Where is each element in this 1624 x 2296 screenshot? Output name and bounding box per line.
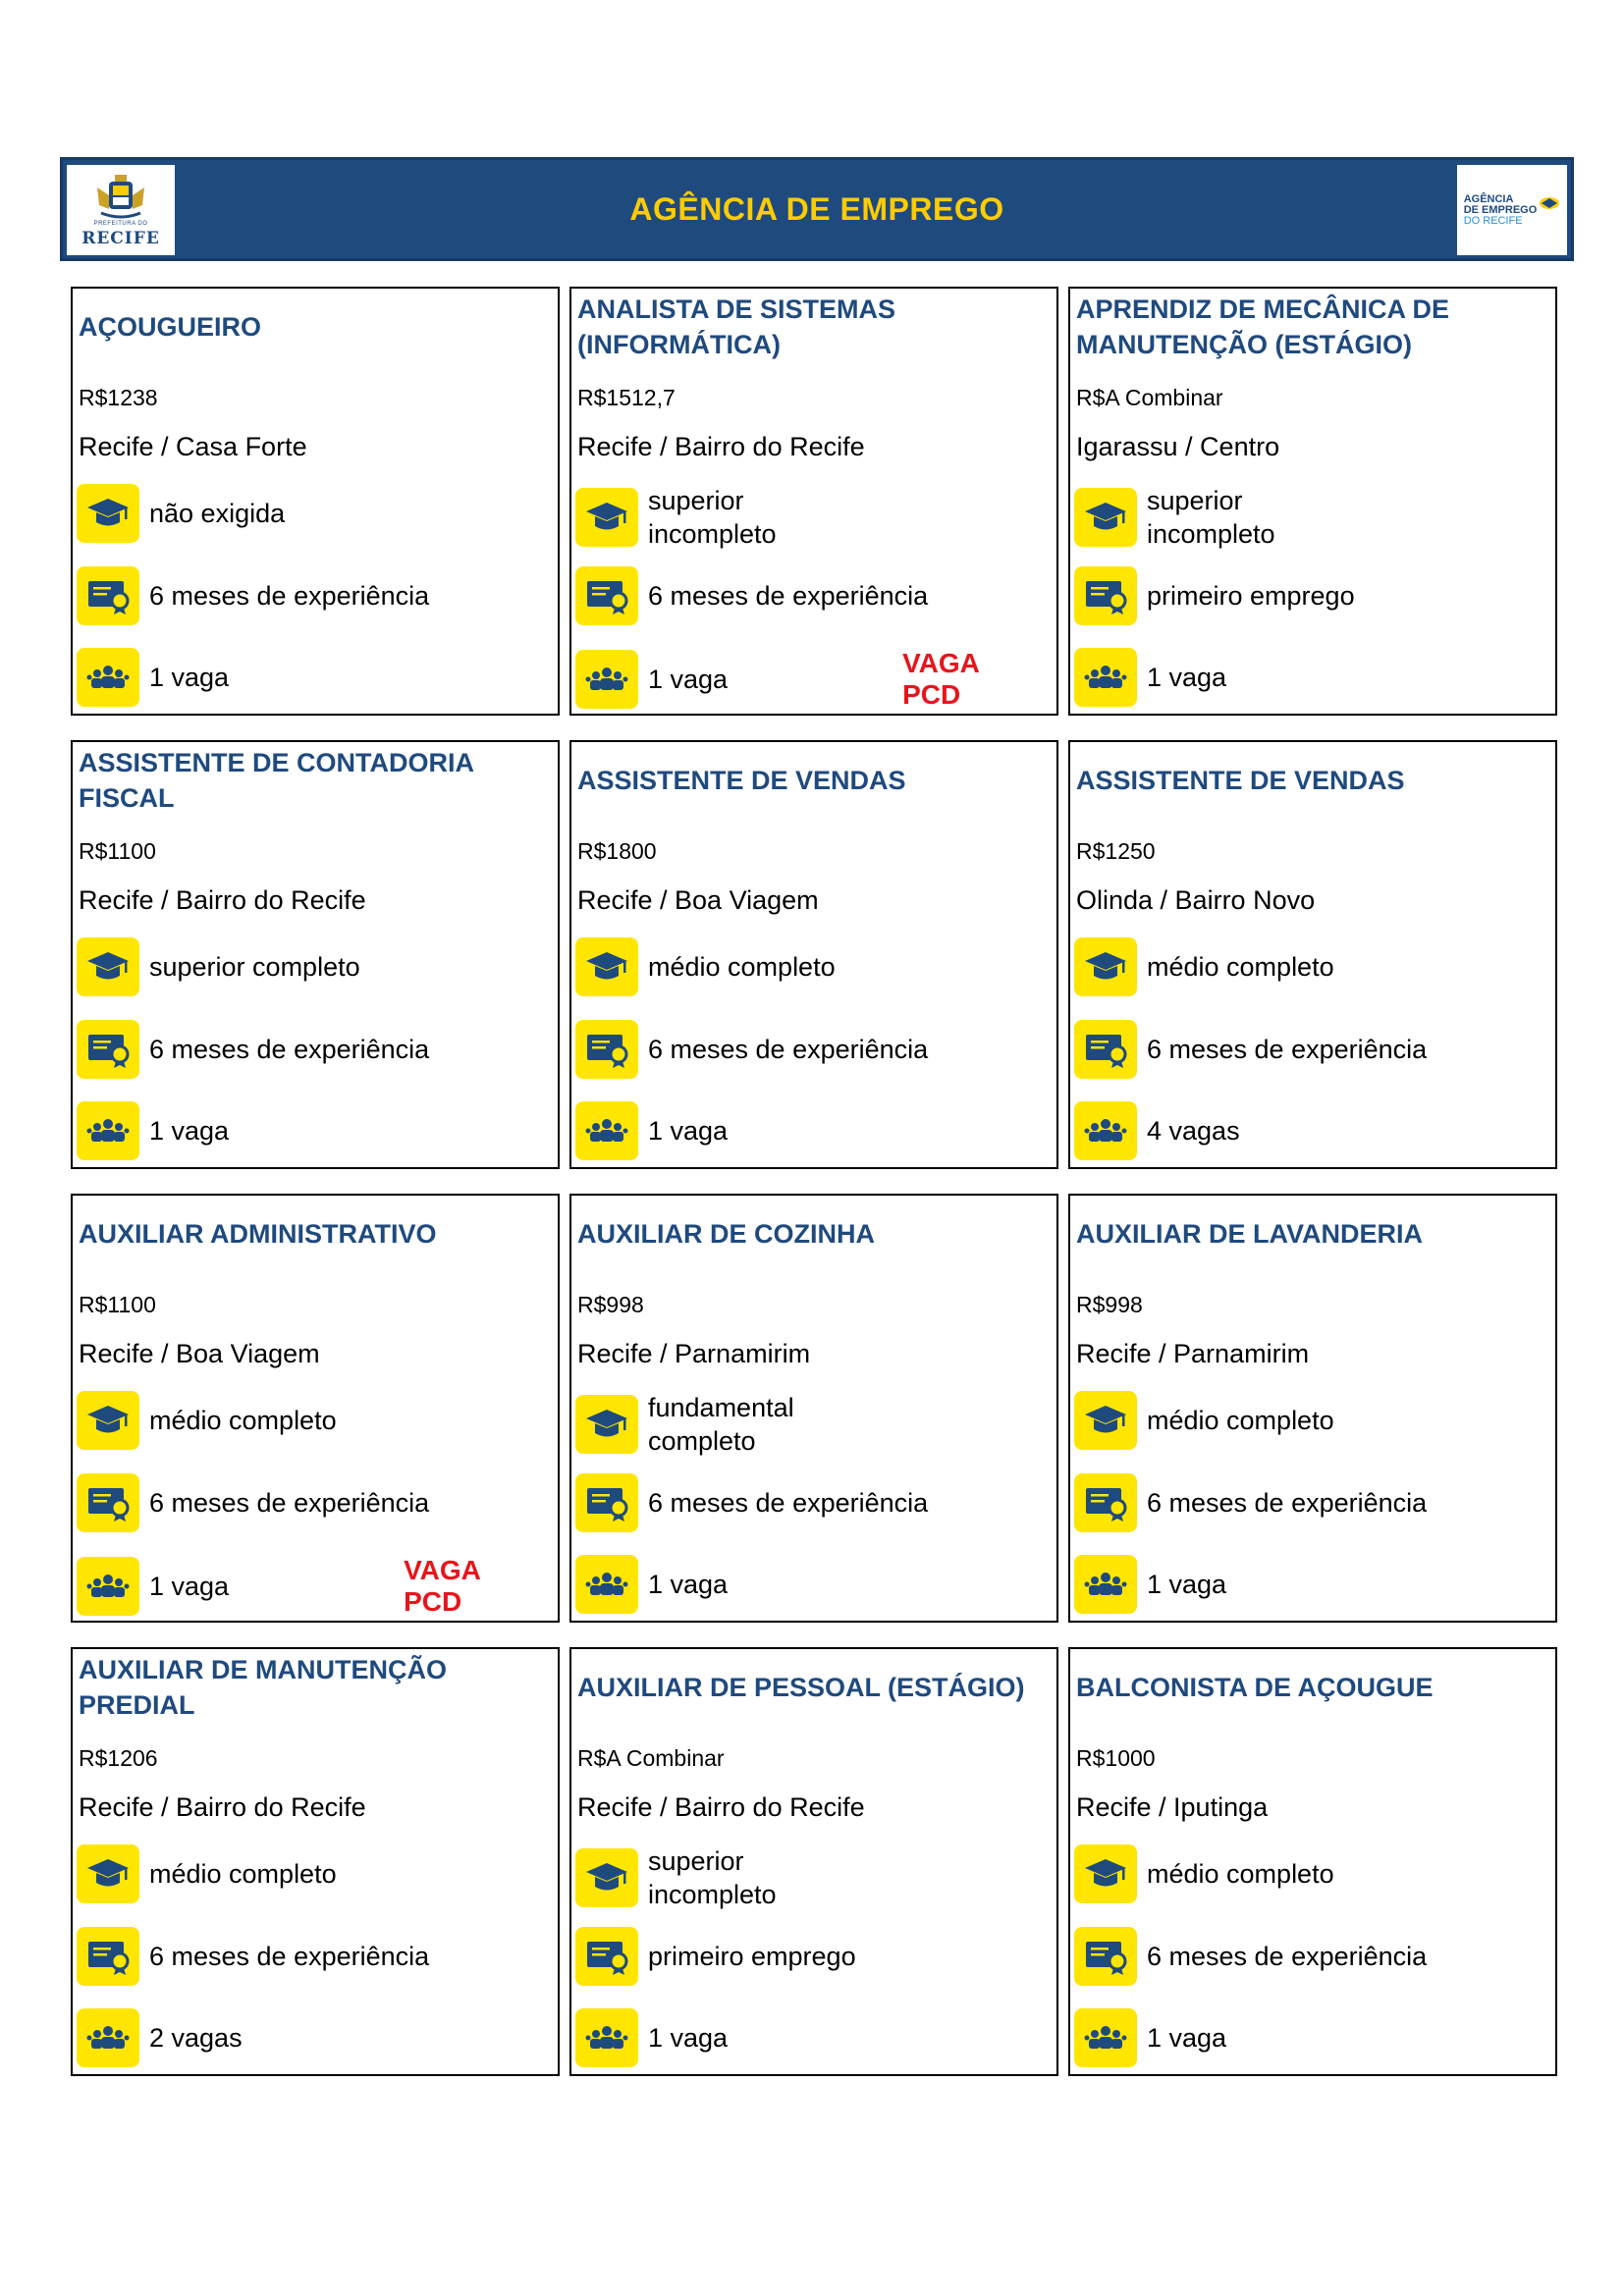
vacancy-count: 1 vaga [1147, 1570, 1227, 1599]
experience-requirement: 6 meses de experiência [648, 1488, 929, 1518]
certificate-icon [1074, 1473, 1137, 1532]
graduation-cap-icon [77, 1391, 139, 1450]
people-icon [77, 648, 139, 707]
graduation-cap-icon [575, 488, 638, 547]
certificate-icon [575, 1927, 638, 1986]
vacancies-row [77, 2008, 552, 2067]
job-card [71, 740, 560, 1169]
job-card [569, 740, 1058, 1169]
page-header [60, 157, 1574, 261]
job-salary: R$998 [577, 1292, 644, 1317]
vacancy-count: 1 vaga [648, 1570, 729, 1599]
graduation-cap-icon [1074, 1844, 1137, 1903]
graduation-cap-icon [1074, 1391, 1137, 1450]
certificate-icon [77, 1927, 139, 1986]
job-salary: R$A Combinar [577, 1745, 725, 1771]
job-salary: R$998 [1076, 1292, 1143, 1317]
experience-requirement: 6 meses de experiência [1147, 1488, 1428, 1518]
education-row [77, 937, 552, 996]
vacancies-row [77, 1555, 552, 1618]
pcd-badge: VAGA PCD [404, 1555, 480, 1617]
education-requirement: médio completo [1147, 1859, 1334, 1889]
education-requirement: médio completo [149, 1859, 337, 1889]
education-row [575, 937, 1051, 996]
job-salary: R$1512,7 [577, 385, 676, 410]
job-card [1068, 1194, 1557, 1623]
experience-row [77, 1473, 552, 1532]
job-location: Recife / Bairro do Recife [79, 1792, 366, 1822]
people-icon [1074, 1101, 1137, 1160]
vacancy-count: 1 vaga [1147, 2023, 1227, 2053]
job-card [569, 1194, 1058, 1623]
experience-row [575, 566, 1051, 625]
experience-requirement: 6 meses de experiência [149, 1942, 430, 1971]
job-location: Recife / Bairro do Recife [79, 885, 366, 915]
certificate-icon [1074, 1020, 1137, 1079]
education-row [77, 484, 552, 543]
certificate-icon [77, 1020, 139, 1079]
job-location: Recife / Iputinga [1076, 1792, 1269, 1822]
education-row [575, 1391, 1051, 1458]
experience-row [1074, 1473, 1549, 1532]
certificate-icon [1074, 1927, 1137, 1986]
job-title: APRENDIZ DE MECÂNICA DE MANUTENÇÃO (ESTÁGIO) [1076, 294, 1450, 359]
vacancy-count: 1 vaga [149, 1572, 230, 1601]
agency-logo-line2: DE EMPREGO [1463, 203, 1538, 216]
vacancies-row [1074, 648, 1549, 707]
vacancies-row [1074, 1555, 1549, 1614]
agency-logo-line1: AGÊNCIA [1463, 192, 1514, 205]
education-row [1074, 484, 1549, 551]
job-title: ASSISTENTE DE VENDAS [577, 766, 906, 795]
education-requirement: médio completo [648, 952, 836, 982]
graduation-cap-icon [575, 1395, 638, 1454]
job-title: BALCONISTA DE AÇOUGUE [1076, 1673, 1434, 1702]
education-requirement: superior completo [149, 952, 360, 982]
job-location: Recife / Parnamirim [577, 1339, 811, 1368]
job-title: AUXILIAR ADMINISTRATIVO [79, 1219, 437, 1249]
experience-row [575, 1927, 1051, 1986]
vacancy-count: 1 vaga [1147, 663, 1227, 692]
job-card [569, 287, 1058, 716]
certificate-icon [77, 566, 139, 625]
graduation-cap-icon [575, 937, 638, 996]
education-requirement: superior incompleto [648, 1846, 777, 1909]
job-card [1068, 1647, 1557, 2076]
job-location: Olinda / Bairro Novo [1076, 885, 1316, 915]
vacancy-count: 1 vaga [149, 1116, 230, 1146]
education-requirement: superior incompleto [648, 486, 777, 549]
experience-requirement: 6 meses de experiência [1147, 1035, 1428, 1064]
experience-requirement: 6 meses de experiência [648, 1035, 929, 1064]
education-row [575, 1844, 1051, 1911]
job-title: AUXILIAR DE MANUTENÇÃO PREDIAL [79, 1655, 447, 1720]
people-icon [575, 2008, 638, 2067]
pcd-badge: VAGA PCD [902, 648, 979, 710]
experience-row [77, 1020, 552, 1079]
education-requirement: não exigida [149, 499, 286, 528]
experience-requirement: 6 meses de experiência [149, 1488, 430, 1518]
people-icon [1074, 1555, 1137, 1614]
vacancy-count: 1 vaga [149, 663, 230, 692]
job-salary: R$1800 [577, 838, 657, 864]
job-card [1068, 740, 1557, 1169]
job-location: Recife / Bairro do Recife [577, 432, 865, 461]
people-icon [77, 2008, 139, 2067]
job-title: ASSISTENTE DE VENDAS [1076, 766, 1405, 795]
education-row [1074, 1844, 1549, 1903]
vacancies-row [1074, 2008, 1549, 2067]
job-salary: R$1238 [79, 385, 158, 410]
vacancies-row [575, 1555, 1051, 1614]
vacancies-row [77, 1101, 552, 1160]
job-title: ANALISTA DE SISTEMAS (INFORMÁTICA) [577, 294, 896, 359]
graduation-cap-icon [575, 1848, 638, 1907]
vacancies-row [575, 2008, 1051, 2067]
vacancy-count: 4 vagas [1147, 1116, 1240, 1146]
experience-row [1074, 566, 1549, 625]
experience-row [77, 566, 552, 625]
education-row [77, 1391, 552, 1450]
experience-requirement: 6 meses de experiência [149, 581, 430, 611]
experience-requirement: 6 meses de experiência [648, 581, 929, 611]
agencia-emprego-logo [1457, 165, 1567, 255]
education-requirement: médio completo [149, 1406, 337, 1435]
vacancies-row [575, 648, 1051, 711]
job-card [1068, 287, 1557, 716]
education-row [1074, 1391, 1549, 1450]
education-row [1074, 937, 1549, 996]
certificate-icon [575, 1473, 638, 1532]
vacancy-count: 1 vaga [648, 1116, 729, 1146]
graduation-cap-icon [1074, 937, 1137, 996]
education-requirement: médio completo [1147, 1406, 1334, 1435]
experience-row [575, 1473, 1051, 1532]
job-salary: R$A Combinar [1076, 385, 1223, 410]
certificate-icon [575, 1020, 638, 1079]
vacancies-row [1074, 1101, 1549, 1160]
experience-requirement: primeiro emprego [1147, 581, 1355, 611]
page-title: AGÊNCIA DE EMPREGO [629, 190, 1004, 227]
job-location: Recife / Bairro do Recife [577, 1792, 865, 1822]
job-card [71, 287, 560, 716]
experience-row [77, 1927, 552, 1986]
job-title: ASSISTENTE DE CONTADORIA FISCAL [79, 748, 474, 813]
graduation-cap-icon [77, 1844, 139, 1903]
certificate-icon [575, 566, 638, 625]
people-icon [575, 1555, 638, 1614]
agency-logo-line3: DO RECIFE [1463, 214, 1523, 227]
job-title: AUXILIAR DE PESSOAL (ESTÁGIO) [577, 1673, 1025, 1702]
agency-logo-icon [1539, 194, 1560, 212]
vacancy-count: 1 vaga [648, 2023, 729, 2053]
job-title: AÇOUGUEIRO [79, 312, 262, 342]
vacancy-count: 1 vaga [648, 665, 729, 694]
people-icon [575, 650, 638, 709]
logo-recife-text: RECIFE [81, 229, 160, 248]
people-icon [1074, 2008, 1137, 2067]
certificate-icon [77, 1473, 139, 1532]
job-location: Igarassu / Centro [1076, 432, 1280, 461]
experience-row [1074, 1927, 1549, 1986]
experience-requirement: primeiro emprego [648, 1942, 856, 1971]
education-row [77, 1844, 552, 1903]
vacancy-count: 2 vagas [149, 2023, 243, 2053]
job-listing-grid [71, 287, 1563, 2076]
graduation-cap-icon [1074, 488, 1137, 547]
logo-small-text: PREFEITURA DO [93, 221, 148, 227]
certificate-icon [1074, 566, 1137, 625]
job-location: Recife / Boa Viagem [79, 1339, 320, 1368]
experience-row [575, 1020, 1051, 1079]
vacancies-row [77, 648, 552, 707]
people-icon [1074, 648, 1137, 707]
job-card [71, 1194, 560, 1623]
job-location: Recife / Casa Forte [79, 432, 307, 461]
job-location: Recife / Parnamirim [1076, 1339, 1310, 1368]
job-salary: R$1250 [1076, 838, 1156, 864]
job-salary: R$1100 [79, 1292, 156, 1317]
experience-row [1074, 1020, 1549, 1079]
people-icon [575, 1101, 638, 1160]
job-card [71, 1647, 560, 2076]
education-row [575, 484, 1051, 551]
job-salary: R$1206 [79, 1745, 158, 1771]
job-salary: R$1000 [1076, 1745, 1156, 1771]
job-card [569, 1647, 1058, 2076]
education-requirement: médio completo [1147, 952, 1334, 982]
job-title: AUXILIAR DE LAVANDERIA [1076, 1219, 1424, 1249]
experience-requirement: 6 meses de experiência [149, 1035, 430, 1064]
education-requirement: fundamental completo [648, 1393, 794, 1456]
graduation-cap-icon [77, 484, 139, 543]
graduation-cap-icon [77, 937, 139, 996]
job-location: Recife / Boa Viagem [577, 885, 819, 915]
people-icon [77, 1557, 139, 1616]
vacancies-row [575, 1101, 1051, 1160]
education-requirement: superior incompleto [1147, 486, 1275, 549]
experience-requirement: 6 meses de experiência [1147, 1942, 1428, 1971]
job-title: AUXILIAR DE COZINHA [577, 1219, 875, 1249]
people-icon [77, 1101, 139, 1160]
job-salary: R$1100 [79, 838, 156, 864]
